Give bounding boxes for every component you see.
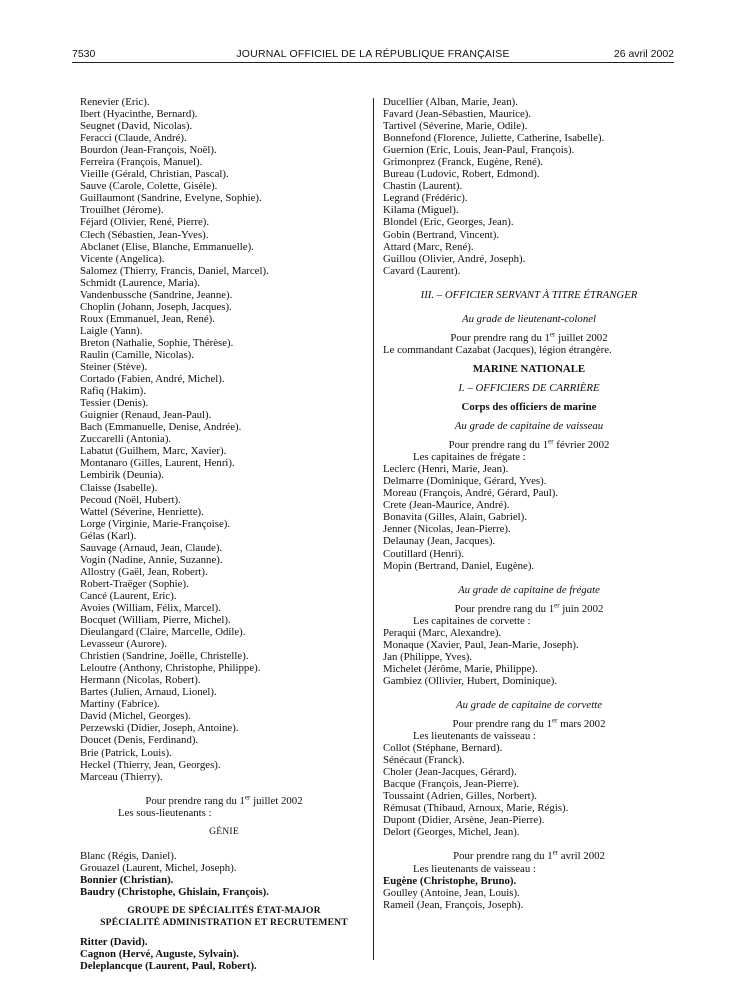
list-item: Blanc (Régis, Daniel). [80, 849, 177, 862]
list-item: Vogin (Nadine, Annie, Suzanne). [80, 553, 223, 566]
list-item: Tessier (Denis). [80, 397, 149, 410]
list-item: Blondel (Eric, Georges, Jean). [383, 216, 514, 229]
list-item: Laigle (Yann). [80, 324, 143, 337]
rank-sup: er [554, 601, 560, 610]
name-list [383, 742, 675, 838]
list-item: Claisse (Isabelle). [80, 481, 158, 494]
name-list [383, 463, 675, 571]
list-item: Choler (Jean-Jacques, Gérard). [383, 766, 517, 779]
list-item: Dieulangard (Claire, Marcelle, Odile). [80, 626, 246, 639]
cazabat-entry: Le commandant Cazabat (Jacques), légion étrangère. [383, 343, 612, 356]
list-item: Baudry (Christophe, Ghislain, François). [80, 885, 269, 898]
list-item: Bacque (François, Jean-Pierre). [383, 778, 520, 791]
list-item: Levasseur (Aurore). [80, 638, 167, 651]
list-item: Brie (Patrick, Louis). [80, 746, 172, 759]
list-item: Coutillard (Henri). [383, 547, 464, 560]
rank-text-a: Pour prendre rang du 1 [453, 850, 553, 863]
corps-heading: Corps des officiers de marine [461, 400, 597, 413]
list-item: Pecoud (Noël, Hubert). [80, 493, 181, 506]
list-item: Attard (Marc, René). [383, 240, 474, 253]
left-column [80, 96, 368, 972]
list-item: Guillaumont (Sandrine, Evelyne, Sophie). [80, 192, 262, 205]
list-item: Goulley (Antoine, Jean, Louis). [383, 886, 520, 899]
rank-sup: er [552, 716, 558, 725]
list-item: Rafiq (Hakim). [80, 385, 146, 398]
list-item: Perzewski (Didier, Joseph, Antoine). [80, 722, 239, 735]
list-item: Martiny (Fabrice). [80, 698, 160, 711]
list-item: Rameil (Jean, François, Joseph). [383, 898, 524, 911]
list-item: Ibert (Hyacinthe, Bernard). [80, 108, 198, 121]
list-item: Mopin (Bertrand, Daniel, Eugène). [383, 559, 535, 572]
list-item: Rémusat (Thibaud, Arnoux, Marie, Régis). [383, 802, 569, 815]
list-item: Clech (Sébastien, Jean-Yves). [80, 228, 209, 241]
list-item: Gélas (Karl). [80, 529, 137, 542]
grade-lieutenant-colonel: Au grade de lieutenant-colonel [461, 312, 597, 325]
list-item: Avoies (William, Félix, Marcel). [80, 601, 221, 614]
list-item: Lembirik (Deunia). [80, 469, 164, 482]
lieutenants-vaisseau-heading-2: Les lieutenants de vaisseau : [413, 862, 536, 875]
list-item: Favard (Jean-Sébastien, Maurice). [383, 108, 532, 121]
right-column [383, 96, 675, 911]
rank-text-b: mars 2002 [557, 718, 606, 731]
rank-sup: er [552, 848, 559, 857]
list-item: Michelet (Jérôme, Marie, Philippe). [383, 662, 538, 675]
list-item: Schmidt (Laurence, Maria). [80, 276, 200, 289]
list-item: Bonnefond (Florence, Juliette, Catherine, Isabelle). [383, 132, 605, 145]
list-item: Bureau (Ludovic, Robert, Edmond). [383, 168, 540, 181]
list-item: Bonnier (Christian). [80, 873, 174, 886]
grade-capitaine-corvette: Au grade de capitaine de corvette [455, 698, 602, 711]
list-item: Ritter (David). [80, 936, 148, 949]
list-item: Raulin (Camille, Nicolas). [80, 348, 194, 361]
list-item: Cavard (Laurent). [383, 264, 461, 277]
rank-date-line [383, 332, 675, 344]
list-item: Gambiez (Ollivier, Hubert, Dominique). [383, 674, 558, 687]
list-item: Gobin (Bertrand, Vincent). [383, 228, 500, 241]
rank-date-line [383, 439, 675, 451]
genie-name-list [80, 850, 368, 898]
list-item: Hermann (Nicolas, Robert). [80, 674, 201, 687]
rank-date-line [383, 850, 675, 862]
list-item: Grouazel (Laurent, Michel, Joseph). [80, 861, 237, 874]
list-item: Abclanet (Elise, Blanche, Emmanuelle). [80, 240, 254, 253]
list-item: Monaque (Xavier, Paul, Jean-Marie, Joseph). [383, 638, 579, 651]
list-item: Jan (Philippe, Yves). [383, 650, 473, 663]
list-item: Guillou (Olivier, André, Joseph). [383, 252, 526, 265]
list-item: Sauve (Carole, Colette, Gisèle). [80, 180, 218, 193]
rank-text-a: Pour prendre rang du 1 [448, 439, 549, 452]
list-item: Wattel (Séverine, Henriette). [80, 505, 204, 518]
list-item: Bocquet (William, Pierre, Michel). [80, 614, 231, 627]
rank-text-b: juillet 2002 [250, 794, 303, 807]
rank-text-a: Pour prendre rang du [145, 794, 240, 807]
list-item: Heckel (Thierry, Jean, Georges). [80, 758, 221, 771]
list-item: Seugnet (David, Nicolas). [80, 120, 193, 133]
list-item: Collot (Stéphane, Bernard). [383, 742, 503, 755]
list-item: Bourdon (Jean-François, Noël). [80, 144, 217, 157]
list-item: Vicente (Angelica). [80, 252, 165, 265]
list-item: Kilama (Miguel). [383, 204, 459, 217]
list-item: Grimonprez (Franck, Eugène, René). [383, 156, 544, 169]
rank-date-line [383, 603, 675, 615]
list-item: Féjard (Olivier, René, Pierre). [80, 216, 210, 229]
page-header [72, 44, 674, 62]
list-item: Labatut (Guilhem, Marc, Xavier). [80, 445, 227, 458]
list-item: Legrand (Frédéric). [383, 192, 468, 205]
list-item: Feracci (Claude, André). [80, 132, 187, 145]
capitaines-fregate-heading: Les capitaines de frégate : [413, 451, 526, 464]
name-list [383, 875, 675, 911]
list-item: Trouilhet (Jérome). [80, 204, 164, 217]
rank-text-a: Pour prendre rang du 1 [454, 602, 555, 615]
list-item: Choplin (Johann, Joseph, Jacques). [80, 300, 232, 313]
list-item: Delmarre (Dominique, Gérard, Yves). [383, 475, 547, 488]
list-item: Roux (Emmanuel, Jean, René). [80, 312, 215, 325]
list-item: Sénécaut (Franck). [383, 754, 465, 767]
list-item: Renevier (Eric). [80, 96, 150, 108]
list-item: Vandenbussche (Sandrine, Jeanne). [80, 288, 233, 301]
lieutenants-vaisseau-heading: Les lieutenants de vaisseau : [413, 730, 536, 743]
list-item: Allostry (Gaël, Jean, Robert). [80, 565, 208, 578]
groupe-heading-2: SPÉCIALITÉ ADMINISTRATION ET RECRUTEMENT [100, 917, 348, 929]
header-rule [72, 62, 674, 63]
list-item: Bonavita (Gilles, Alain, Gabriel). [383, 511, 527, 524]
list-item: David (Michel, Georges). [80, 710, 191, 723]
list-item: Vieille (Gérald, Christian, Pascal). [80, 168, 229, 181]
list-item: Leloutre (Anthony, Christophe, Philippe). [80, 662, 261, 675]
list-item: Montanaro (Gilles, Laurent, Henri). [80, 457, 235, 470]
list-item: Bartes (Julien, Arnaud, Lionel). [80, 686, 217, 699]
list-item: Cortado (Fabien, André, Michel). [80, 373, 225, 386]
section-iii-heading: III. – OFFICIER SERVANT À TITRE ÉTRANGER [420, 288, 638, 301]
list-item: Zuccarelli (Antonia). [80, 433, 172, 446]
rank-sup: er [244, 793, 251, 802]
list-item: Steiner (Stève). [80, 361, 148, 374]
list-item: Sauvage (Arnaud, Jean, Claude). [80, 541, 223, 554]
list-item: Crete (Jean-Maurice, André). [383, 499, 510, 512]
list-item: Guernion (Eric, Louis, Jean-Paul, François). [383, 144, 575, 157]
name-list [383, 96, 675, 277]
rank-text-a: Pour prendre rang du 1 [450, 331, 550, 344]
list-item: Toussaint (Adrien, Gilles, Norbert). [383, 790, 537, 803]
list-item: Robert-Traëger (Sophie). [80, 577, 189, 590]
list-item: Delort (Georges, Michel, Jean). [383, 826, 520, 839]
list-item: Chastin (Laurent). [383, 180, 463, 193]
list-item: Eugène (Christophe, Bruno). [383, 874, 517, 887]
list-item: Salomez (Thierry, Francis, Daniel, Marcel). [80, 264, 269, 277]
list-item: Moreau (François, André, Gérard, Paul). [383, 487, 559, 500]
list-item: Leclerc (Henri, Marie, Jean). [383, 463, 509, 476]
list-item: Jenner (Nicolas, Jean-Pierre). [383, 523, 511, 536]
rank-text-b: février 2002 [553, 439, 610, 452]
name-list [80, 96, 368, 783]
list-item: Guignier (Renaud, Jean-Paul). [80, 409, 212, 422]
list-item: Cagnon (Hervé, Auguste, Sylvain). [80, 948, 239, 961]
groupe-name-list [80, 936, 368, 972]
list-item: Deleplancque (Laurent, Paul, Robert). [80, 960, 257, 973]
grade-capitaine-vaisseau: Au grade de capitaine de vaisseau [454, 420, 604, 433]
rank-text-a: Pour prendre rang du 1 [452, 718, 553, 731]
groupe-heading-1: GROUPE DE SPÉCIALITÉS ÉTAT-MAJOR [127, 905, 321, 916]
list-item: Breton (Nathalie, Sophie, Thérèse). [80, 336, 234, 349]
journal-title: JOURNAL OFFICIEL DE LA RÉPUBLIQUE FRANÇAISE [236, 48, 510, 60]
rank-text-b: avril 2002 [558, 850, 605, 863]
list-item: Lorge (Virginie, Marie-Françoise). [80, 517, 231, 530]
list-item: Ducellier (Alban, Marie, Jean). [383, 96, 518, 108]
rank-text-b: juillet 2002 [555, 331, 608, 344]
capitaines-corvette-heading: Les capitaines de corvette : [413, 614, 531, 627]
rank-date-line [383, 718, 675, 730]
issue-date: 26 avril 2002 [613, 48, 674, 60]
rank-sup: er [548, 437, 554, 446]
officiers-de-carriere-heading: I. – OFFICIERS DE CARRIÈRE [458, 381, 600, 394]
list-item: Christien (Sandrine, Joëlle, Christelle). [80, 650, 249, 663]
sous-lieutenants-heading: Les sous-lieutenants : [118, 806, 212, 819]
list-item: Cancé (Laurent, Eric). [80, 589, 177, 602]
page-number: 7530 [72, 48, 96, 60]
list-item: Peraqui (Marc, Alexandre). [383, 626, 502, 639]
rank-date-line: Pour prendre rang du 1er juillet 2002 [145, 793, 303, 807]
genie-heading: GÉNIE [209, 825, 239, 837]
list-item: Marceau (Thierry). [80, 770, 163, 783]
list-item: Ferreira (François, Manuel). [80, 156, 203, 169]
list-item: Dupont (Didier, Arsène, Jean-Pierre). [383, 814, 545, 827]
grade-capitaine-fregate: Au grade de capitaine de frégate [458, 583, 600, 596]
name-list [383, 627, 675, 687]
list-item: Bach (Emmanuelle, Denise, Andrée). [80, 421, 242, 434]
rank-text-b: juin 2002 [559, 602, 604, 615]
list-item: Tartivel (Séverine, Marie, Odile). [383, 120, 528, 133]
list-item: Delaunay (Jean, Jacques). [383, 535, 496, 548]
column-divider [373, 98, 374, 960]
marine-nationale-heading: MARINE NATIONALE [472, 362, 586, 375]
rank-sup: er [549, 330, 556, 339]
list-item: Doucet (Denis, Ferdinand). [80, 734, 199, 747]
